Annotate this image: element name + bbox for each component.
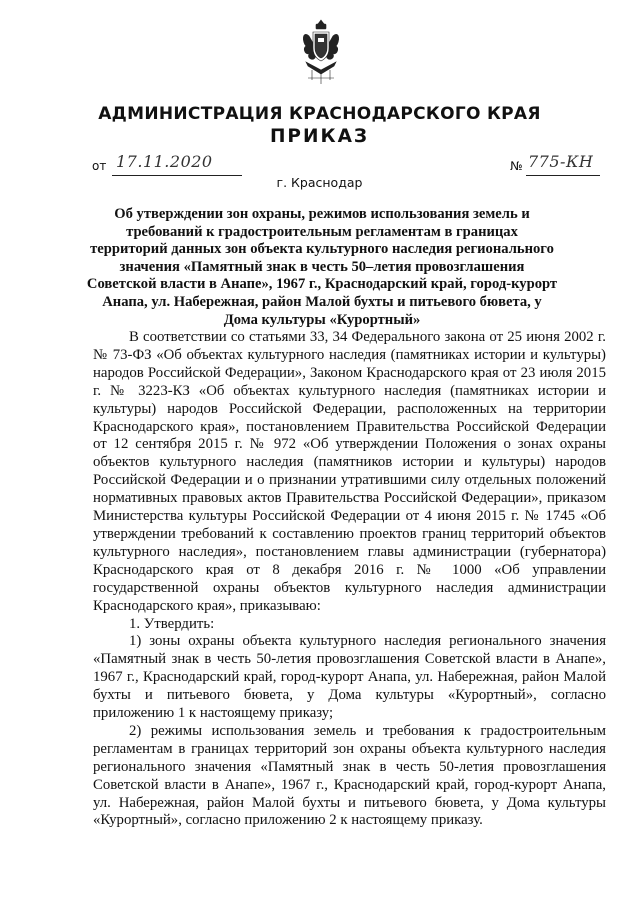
preamble-paragraph: В соответствии со статьями 33, 34 Федерального закона от 25 июня 2002 г. № 73-ФЗ «Об объектах культурного наследия (памятниках истории и культуры) народов Российской Федерации», Законом Краснодарского края от 23 июля 2015 г. № 3223-КЗ «Об объектах культурного наследия (памятниках истории и культуры) народов Российской Федерации, расположенных на территории Краснодарского края», постановлением Правительства Российской Федерации от 12 сентября 2015 г. № 972 «Об утверждении Положения о зонах охраны объектов культурного наследия (памятников истории и культуры) народов Российской Федерации и о признании утратившими силу отдельных положений нормативных правовых актов Правительства Российской Федерации», приказом Министерства культуры Российской Федерации от 4 июня 2015 г. № 1745 «Об утверждении требований к составлению проектов границ территорий объектов культурного наследия», постановлением главы администрации (губернатора) Краснодарского края от 8 декабря 2016 г. № 1000 «Об управлении государственной охраны объектов культурного наследия администрации Краснодарского края», приказываю: [93, 329, 606, 614]
date-handwritten: 17.11.2020 [116, 152, 213, 171]
document-type: ПРИКАЗ [269, 126, 370, 147]
city-location: г. Краснодар [276, 175, 363, 190]
number-prefix: № [510, 159, 523, 173]
document-title: Об утверждении зон охраны, режимов использования земель и требований к градостроительным регламентам в границах территорий данных зон объекта культурного наследия регионального значения «Памятный знак в честь 50–летия провозглашения Советской власти в Анапе», 1967 г., Краснодарский край, город-курорт Анапа, ул. Набережная, район Малой бухты и питьевого бювета, у Дома культуры «Курортный» [86, 206, 558, 328]
document-body [93, 329, 606, 830]
coat-of-arms-emblem [300, 18, 342, 86]
date-prefix: от [92, 159, 107, 173]
item-1-1: 1) зоны охраны объекта культурного наследия регионального значения «Памятный знак в честь 50-летия провозглашения Советской власти в Анапе», 1967 г., Краснодарский край, город-курорт Анапа, ул. Набережная, район Малой бухты и питьевого бювета, у Дома культуры «Курортный», согласно приложению 1 к настоящему приказу; [93, 633, 606, 722]
number-handwritten: 775-КН [528, 152, 594, 171]
organization-name: АДМИНИСТРАЦИЯ КРАСНОДАРСКОГО КРАЯ [98, 104, 541, 124]
document-date [92, 152, 213, 173]
item-1: 1. Утвердить: [129, 615, 215, 632]
item-1-2: 2) режимы использования земель и требования к градостроительным регламентам в границах территорий зон охраны объекта культурного наследия регионального значения «Памятный знак в честь 50-летия провозглашения Советской власти в Анапе», 1967 г., Краснодарский край, город-курорт Анапа, ул. Набережная, район Малой бухты и питьевого бювета, у Дома культуры «Курортный», согласно приложению 2 к настоящему приказу. [93, 722, 606, 829]
document-number [510, 152, 594, 173]
